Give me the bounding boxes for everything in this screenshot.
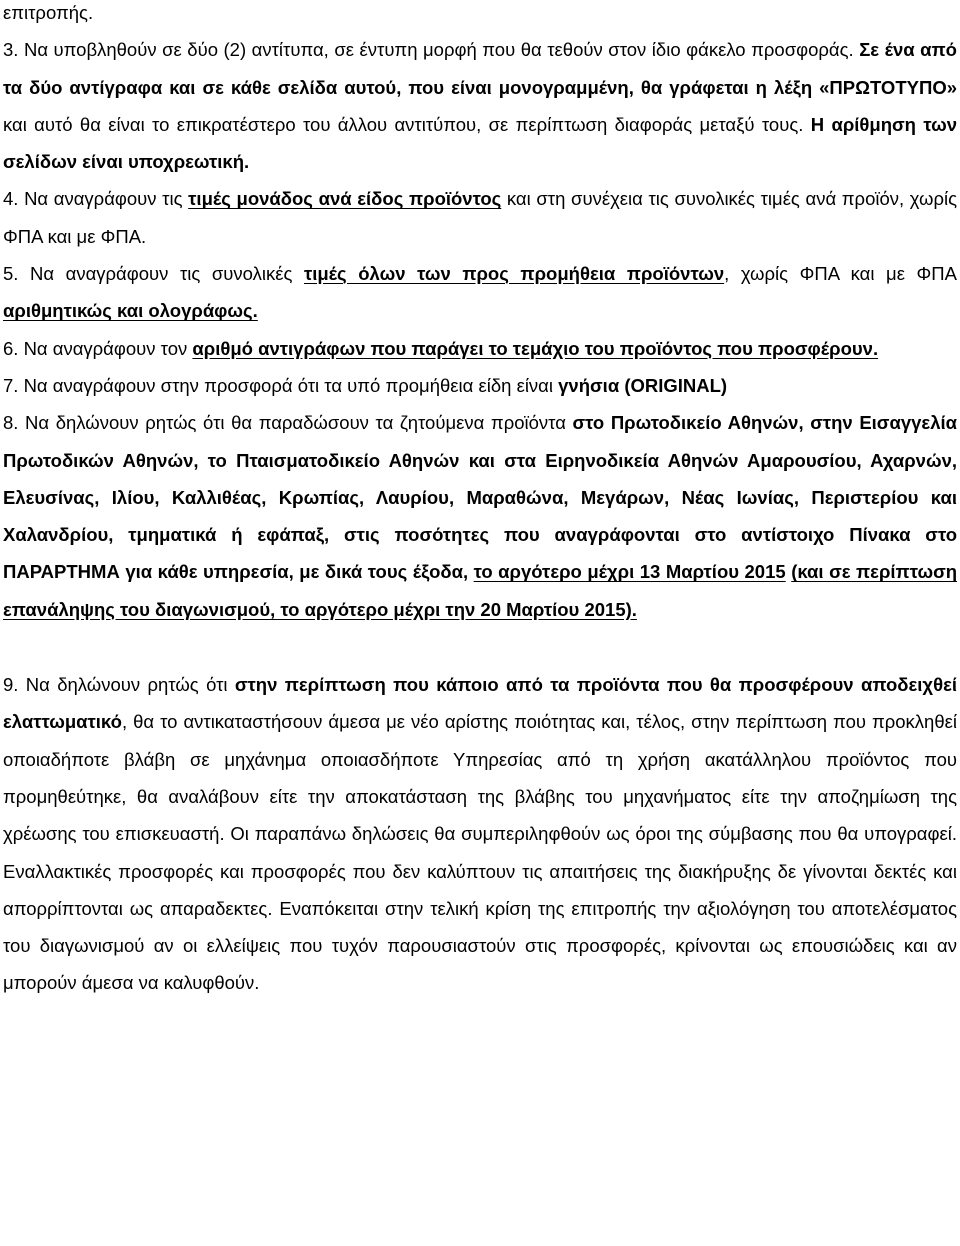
- underlined-bold-fragment: (και σε περίπτωση επανάληψης του διαγωνισμού, το αργότερο μέχρι την 20 Μαρτίου 2015).: [3, 561, 958, 620]
- bold-fragment: Σε ένα από τα δύο αντίγραφα και σε κάθε σελίδα αυτού, που είναι μονογραμμένη, θα γράφεται η λέξη «ΠΡΩΤΟΤΥΠΟ»: [3, 39, 957, 98]
- underlined-bold-fragment: τιμές μονάδος ανά είδος προϊόντος: [188, 188, 502, 210]
- line-top: [3, 0, 957, 31]
- underlined-bold-fragment: αριθμό αντιγράφων που παράγει το τεμάχιο του προϊόντος που προσφέρουν.: [192, 337, 879, 359]
- bold-fragment: Η αρίθμηση των σελίδων είναι υποχρεωτική.: [3, 113, 957, 173]
- underlined-bold-fragment: αριθμητικώς και ολογράφως.: [3, 300, 258, 322]
- text-fragment: 7. Να αναγράφουν στην προσφορά ότι τα υπό προμήθεια είδη είναι: [3, 374, 559, 396]
- item-6-paragraph: [3, 330, 957, 367]
- text-fragment: 9. Να δηλώνουν ρητώς ότι: [3, 674, 235, 696]
- item-9-paragraph: [3, 666, 957, 1002]
- text-fragment: και στη συνέχεια τις συνολικές τιμές ανά προϊόν, χωρίς ΦΠΑ και με ΦΠΑ.: [3, 188, 958, 247]
- paragraph-gap: [3, 628, 957, 666]
- text-fragment: 3. Να υποβληθούν σε δύο (2) αντίτυπα, σε έντυπη μορφή που θα τεθούν στον ίδιο φάκελο προσφοράς.: [3, 39, 860, 61]
- item-8-paragraph: [3, 404, 957, 628]
- underlined-bold-fragment: τιμές όλων των προς προμήθεια προϊόντων: [303, 263, 725, 285]
- bold-fragment: γνήσια (ORIGINAL): [558, 374, 728, 396]
- text-fragment: 5. Να αναγράφουν τις συνολικές: [3, 263, 304, 285]
- item-7-paragraph: [3, 367, 957, 404]
- text-fragment: 8. Να δηλώνουν ρητώς ότι θα παραδώσουν τα ζητούμενα προϊόντα: [3, 412, 573, 434]
- item-5-paragraph: [3, 255, 957, 330]
- text-fragment: 6. Να αναγράφουν τον: [3, 337, 193, 359]
- text-fragment: επιτροπής.: [3, 2, 94, 23]
- item-4-paragraph: [3, 180, 957, 255]
- text-fragment: , θα το αντικαταστήσουν άμεσα με νέο αρίστης ποιότητας και, τέλος, στην περίπτωση που προκληθεί οποιαδήποτε βλάβη σε μηχάνημα οποιασδήποτε Υπηρεσίας από τη χρήση ακατάλληλου προϊόντος που προμηθεύτηκε, θα αναλάβουν είτε την αποκατάσταση της βλάβης του μηχανήματος είτε την αποζημίωση της χρέωσης του επισκευαστή. Οι παραπάνω δηλώσεις θα συμπεριληφθούν ως όροι της σύμβασης που θα υπογραφεί. Εναλλακτικές προσφορές και προσφορές που δεν καλύπτουν τις απαιτήσεις της διακήρυξης δε γίνονται δεκτές και απορρίπτονται ως απαραδεκτες. Εναπόκειται στην τελική κρίση της επιτροπής την αξιολόγηση του αποτελέσματος του διαγωνισμού αν οι ελλείψεις που τυχόν παρουσιαστούν στις προσφορές, κρίνονται ως επουσιώδεις και αν μπορούν άμεσα να καλυφθούν.: [3, 711, 957, 994]
- text-fragment: 4. Να αναγράφουν τις: [3, 188, 189, 210]
- text-fragment: , χωρίς ΦΠΑ και με ΦΠΑ: [724, 263, 957, 285]
- bold-fragment: στην περίπτωση που κάποιο από τα προϊόντα που θα προσφέρουν αποδειχθεί ελαττωματικό: [3, 674, 957, 733]
- document-page: [3, 0, 957, 1002]
- underlined-bold-fragment: το αργότερο μέχρι 13 Μαρτίου 2015: [473, 561, 786, 583]
- bold-fragment: στο Πρωτοδικείο Αθηνών, στην Εισαγγελία Πρωτοδικών Αθηνών, το Πταισματοδικείο Αθηνών και στα Ειρηνοδικεία Αθηνών Αμαρουσίου, Αχαρνών, Ελευσίνας, Ιλίου, Καλλιθέας, Κρωπίας, Λαυρίου, Μαραθώνα, Μεγάρων, Νέας Ιωνίας, Περιστερίου και Χαλανδρίου, τμηματικά ή εφάπαξ, στις ποσότητες που αναγράφονται στο αντίστοιχο Πίνακα στο ΠΑΡΑΡΤΗΜΑ για κάθε υπηρεσία, με δικά τους έξοδα,: [3, 412, 957, 583]
- text-fragment: και αυτό θα είναι το επικρατέστερο του άλλου αντιτύπου, σε περίπτωση διαφοράς μεταξύ τους.: [3, 113, 811, 135]
- item-3-paragraph: [3, 31, 957, 180]
